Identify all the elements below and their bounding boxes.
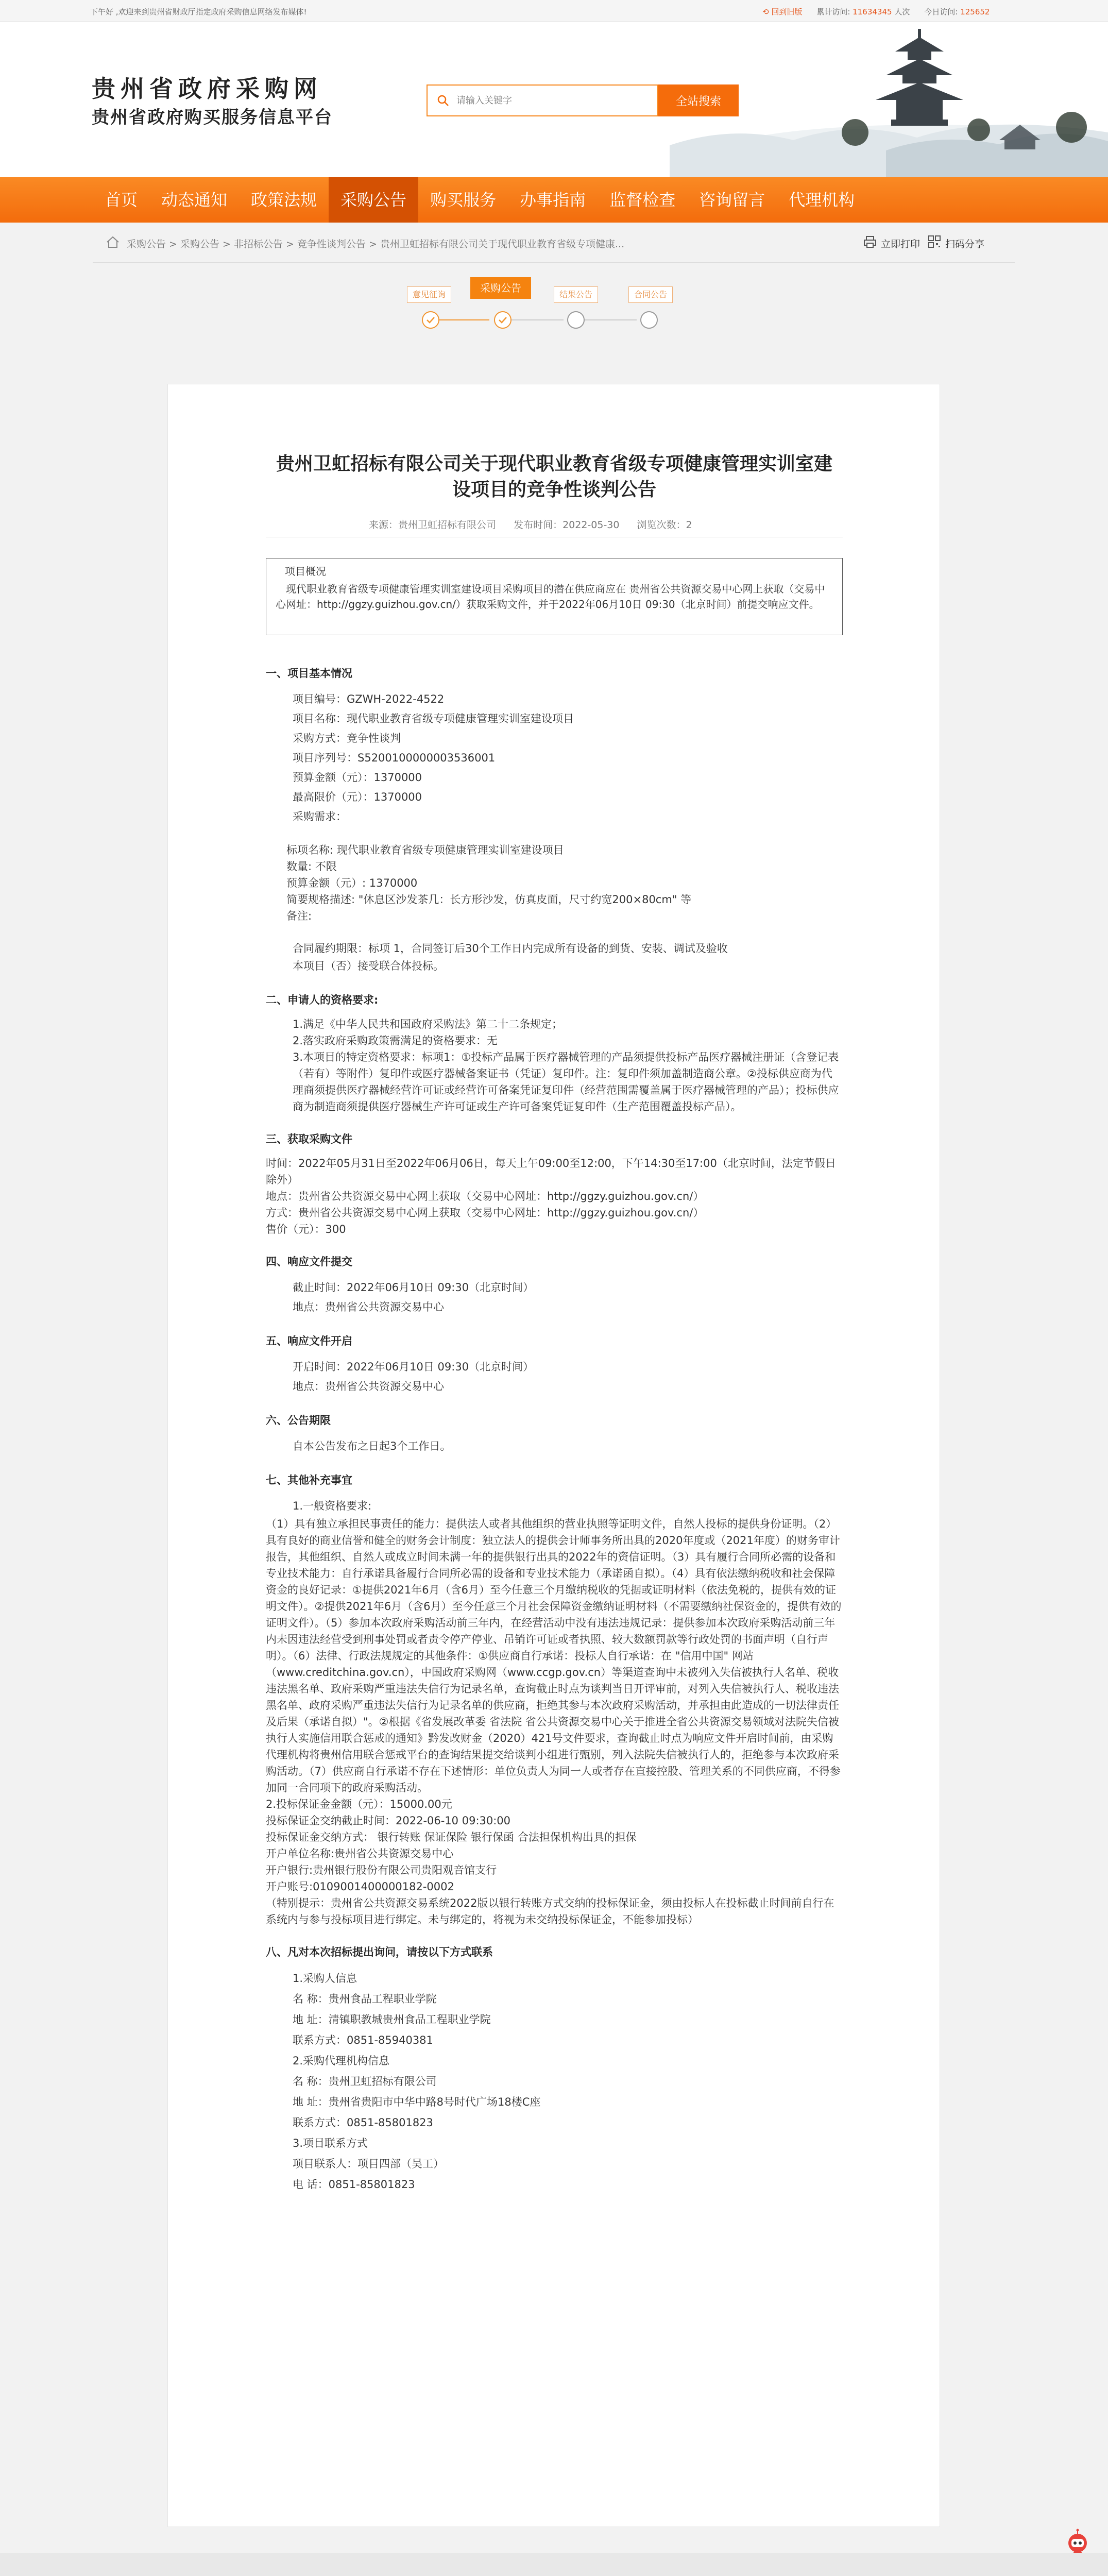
section-heading: 五、响应文件开启 [266,1335,352,1347]
breadcrumb-path[interactable]: 采购公告 > 采购公告 > 非招标公告 > 竞争性谈判公告 > 贵州卫虹招标有限公司关于现代职业教育省级专项健康... [127,239,625,250]
text-line: 1.满足《中华人民共和国政府采购法》第二十二条规定； [293,1018,563,1030]
text-line: 地点：贵州省公共资源交易中心 [293,1301,444,1313]
text-line: 简要规格描述: "休息区沙发茶几：长方形沙发，仿真皮面，尺寸约宽200×80cm" 等 [286,893,692,906]
announcement-steps [397,272,706,334]
step-connector [580,319,637,320]
old-version-link[interactable]: ⟲ 回到旧版 [762,7,803,16]
step-circle-icon [640,311,658,329]
nav-item[interactable]: 动态通知 [161,190,228,210]
obtain-documents-info [266,1155,843,1238]
section-heading: 三、获取采购文件 [266,1133,352,1145]
text-line: 开启时间：2022年06月10日 09:30（北京时间） [293,1361,534,1373]
text-line: 2.落实政府采购政策需满足的资格要求：无 [293,1035,498,1047]
text-line: 时间：2022年05月31日至2022年06月06日，每天上午09:00至12:00，下午14:30至17:00（北京时间，法定节假日除外） [266,1157,836,1186]
text-line: 开户银行:贵州银行股份有限公司贵阳观音馆支行 [266,1864,497,1876]
submission-info [266,1278,843,1317]
text-line: 名 称：贵州卫虹招标有限公司 [293,2075,437,2088]
text-line: 投标保证金交纳截止时间：2022-06-10 09:30:00 [266,1815,511,1827]
text-line: 地点：贵州省公共资源交易中心 [293,1380,444,1393]
main-nav [0,177,1108,223]
text-line: 2.采购代理机构信息 [293,2055,390,2067]
nav-item[interactable]: 监督检查 [609,190,676,210]
nav-item[interactable]: 购买服务 [430,190,497,210]
step-circle-icon [567,311,585,329]
text-line: 项目联系人：项目四部（吴工） [293,2158,444,2170]
pavilion-scenery-image [670,22,1108,177]
section-heading: 二、申请人的资格要求: [266,994,379,1006]
text-line: 2.投标保证金金额（元）：15000.00元 [266,1798,452,1810]
breadcrumb [93,223,1015,263]
site-header [0,22,1108,177]
topbar-right [762,6,990,17]
search-button[interactable]: 全站搜索 [658,84,739,116]
text-line: 数量: 不限 [286,860,337,873]
nav-list [93,177,866,223]
step-check-icon [494,311,512,329]
home-icon[interactable] [106,236,120,248]
section-heading: 八、凡对本次招标提出询问，请按以下方式联系 [266,1946,493,1958]
top-bar [0,0,1108,22]
step-connector [507,319,564,320]
deposit-info [266,1796,843,1928]
search-box [427,84,658,116]
search-icon [437,94,449,107]
qrcode-icon[interactable] [928,235,941,248]
print-button[interactable]: 立即打印 [881,239,921,250]
text-line: 采购需求： [293,810,347,823]
project-basic-info [266,689,843,826]
text-line: 地点：贵州省公共资源交易中心网上获取（交易中心网址：http://ggzy.guizhou.gov.cn/） [266,1190,704,1202]
procurement-requirements [266,842,843,924]
search-input[interactable] [456,93,647,108]
section-heading: 六、公告期限 [266,1414,331,1427]
section-heading: 七、其他补充事宜 [266,1474,352,1486]
article-card [167,384,940,2527]
site-logo-subtitle: 贵州省政府购买服务信息平台 [92,107,333,128]
welcome-text: 下午好 ,欢迎来到贵州省财政厅指定政府采购信息网络发布媒体! [90,7,307,16]
share-button[interactable]: 扫码分享 [945,239,985,250]
general-qualification-title: 1.一般资格要求: [293,1500,372,1512]
text-line: 电 话：0851-85801823 [293,2178,415,2191]
step-label-contract[interactable]: 合同公告 [628,286,673,303]
text-line: 项目序列号：S5200100000003536001 [293,752,496,764]
project-overview-box [266,558,843,635]
nav-item[interactable]: 首页 [105,190,138,210]
article-publish-time: 发布时间：2022-05-30 [514,519,620,531]
text-line: 合同履约期限：标项 1，合同签订后30个工作日内完成所有设备的到货、安装、调试及验收 [293,942,728,955]
text-line: 采购方式：竞争性谈判 [293,732,401,744]
general-qualification-body: （1）具有独立承担民事责任的能力：提供法人或者其他组织的营业执照等证明文件，自然人投标的提供身份证明。（2）具有良好的商业信誉和健全的财务会计制度：独立法人的提供会计师事务所出具的2020年度或（2021年度）的财务审计报告，其他组织、自然人或成立时间未满一年的提供银行出具的2022年的资信证明。（3）具有履行合同所必需的设备和专业技术能力：自行承诺具备履行合同所必需的设备和专业技术能力（承诺函自拟）。（4）具有依法缴纳税收和社会保障资金的良好记录：①提供2021年6月（含6月）至今任意三个月缴纳税收的凭据或证明材料（依法免税的，提供有效的证明文件）。②提供2021年6月（含6月）至今任意三个月社会保障资金缴纳证明材料（不需要缴纳社保资金的，提供有效的证明文件）。（5）参加本次政府采购活动前三年内，在经营活动中没有违法违规记录：提供参加本次政府采购活动前三年内未因违法经营受到刑事处罚或者责令停产停业、吊销许可证或者执照、较大数额罚款等行政处罚的书面声明（自行声明）。（6）法律、行政法规规定的其他条件：①供应商自行承诺：投标人自行承诺：在 "信用中国" 网站（www.creditchina.gov.cn），中国政府采购网（www.ccgp.gov.cn）等渠道查询中未被列入失信被执行人名单、税收违法黑名单、政府采购严重违法失信行为记录名单，查询截止时点为谈判当日开评审前，对列入失信被执行人、税收违法黑名单、政府采购严重违法失信行为记录名单的供应商，拒绝其参与本次政府采购活动，并承担由此造成的一切法律责任及后果（承诺自拟）"。②根据《省发展改革委 省法院 省公共资源交易中心关于推进全省公共资源交易领域对法院失信被执行人实施信用联合惩戒的通知》黔发改财金（2020）421号文件要求，查询截止时点为响应文件开启时间前，由采购代理机构将贵州信用联合惩戒平台的查询结果提交给谈判小组进行甄别，列入法院失信被执行人的，拒绝参与本次政府采购活动。（7）供应商自行承诺不存在下述情形：单位负责人为同一人或者存在直接控股、管理关系的不同供应商，不得参加同一合同项下的政府采购活动。 [266,1518,842,1794]
text-line: 预算金额（元）：1370000 [293,771,422,784]
text-line: 方式：贵州省公共资源交易中心网上获取（交易中心网址：http://ggzy.guizhou.gov.cn/） [266,1207,704,1219]
text-line: 1.采购人信息 [293,1972,357,1985]
text-line: 名 称：贵州食品工程职业学院 [293,1993,437,2005]
article-views: 浏览次数：2 [637,519,692,531]
contract-terms [266,940,843,975]
nav-item[interactable]: 政策法规 [251,190,317,210]
site-logo-title[interactable]: 贵州省政府采购网 [92,75,322,103]
nav-item[interactable]: 咨询留言 [699,190,765,210]
section-heading: 四、响应文件提交 [266,1256,352,1268]
text-line: （特别提示：贵州省公共资源交易系统2022版以银行转账方式交纳的投标保证金，须由投标人在投标截止时间前自行在系统内与参与投标项目进行绑定。未与绑定的，将视为未交纳投标保证金，不能参加投标） [266,1897,834,1926]
step-connector [433,319,489,320]
text-line: 3.项目联系方式 [293,2137,368,2149]
nav-item[interactable]: 代理机构 [789,190,855,210]
text-line: 最高限价（元）：1370000 [293,791,422,803]
article-meta [369,517,707,531]
text-line: 地 址：贵州省贵阳市中华中路8号时代广场18楼C座 [293,2096,541,2108]
site-footer [0,2553,1108,2576]
text-line: 项目编号：GZWH-2022-4522 [293,693,445,705]
text-line: 预算金额（元）: 1370000 [286,877,418,889]
text-line: 地 址：清镇职教城贵州食品工程职业学院 [293,2013,491,2026]
text-line: 本项目（否）接受联合体投标。 [293,960,444,972]
text-line: 标项名称: 现代职业教育省级专项健康管理实训室建设项目 [286,844,564,856]
announcement-period: 自本公告发布之日起3个工作日。 [293,1440,451,1452]
overview-body: 现代职业教育省级专项健康管理实训室建设项目采购项目的潜在供应商应在 贵州省公共资源交易中心网上获取（交易中心网址：http://ggzy.guizhou.gov.cn/）获取采购文件，并于2022年06月10日 09:30（北京时间）前提交响应文件。 [276,583,825,611]
text-line: 开户账号:0109001400000182-0002 [266,1880,454,1893]
step-check-icon [422,311,439,329]
contact-info [266,1968,843,2195]
overview-title: 项目概况 [285,565,326,578]
text-line: 开户单位名称:贵州省公共资源交易中心 [266,1848,454,1860]
text-line: 联系方式：0851-85801823 [293,2116,433,2129]
article-source: 来源：贵州卫虹招标有限公司 [369,519,497,531]
text-line: 截止时间：2022年06月10日 09:30（北京时间） [293,1281,534,1294]
step-label-consult[interactable]: 意见征询 [407,286,451,303]
return-icon: ⟲ [762,7,772,16]
text-line: 3.本项目的特定资格要求：标项1：①投标产品属于医疗器械管理的产品须提供投标产品医疗器械注册证（含登记表（若有）等附件）复印件或医疗器械备案证书（凭证）复印件。注：复印件须加盖制造商公章。②投标供应商为代理商须提供医疗器械经营许可证或经营许可备案凭证复印件（经营范围需覆盖属于医疗器械管理的产品）；投标供应商为制造商须提供医疗器械生产许可证或生产许可备案凭证复印件（生产范围覆盖投标产品）。 [293,1051,839,1113]
article-title: 贵州卫虹招标有限公司关于现代职业教育省级专项健康管理实训室建设项目的竞争性谈判公告 [276,453,832,500]
text-line: 投标保证金交纳方式： 银行转账 保证保险 银行保函 合法担保机构出具的担保 [266,1831,637,1843]
nav-item[interactable]: 采购公告 [329,177,418,223]
printer-icon[interactable] [863,235,877,248]
total-visits: 累计访问: 11634345 人次 [816,7,910,16]
today-visits: 今日访问: 125652 [924,7,990,16]
article-body [266,652,843,2195]
text-line: 联系方式：0851-85940381 [293,2034,433,2046]
section-heading: 一、项目基本情况 [266,667,352,680]
text-line: 备注: [286,910,312,922]
nav-item[interactable]: 办事指南 [520,190,586,210]
step-label-procurement[interactable]: 采购公告 [470,277,531,299]
text-line: 售价（元）：300 [266,1223,346,1235]
text-line: 项目名称：现代职业教育省级专项健康管理实训室建设项目 [293,713,574,725]
opening-info [266,1357,843,1396]
step-label-result[interactable]: 结果公告 [554,286,598,303]
qualification-requirements [266,1016,843,1115]
